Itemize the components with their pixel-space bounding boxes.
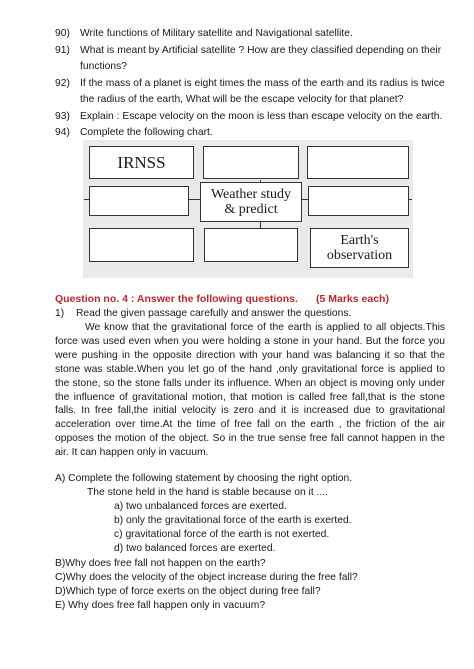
chart-box-empty-middle-left	[89, 186, 189, 216]
question-92-text-line2: the radius of the earth, What will be the escape velocity for that planet?	[80, 94, 404, 105]
chart-box-empty-top-right	[307, 146, 409, 179]
question-91-text-line1: What is meant by Artificial satellite ? How are they classified depending on their	[80, 45, 442, 56]
chart-box-earths-observation-line2: observation	[326, 248, 393, 263]
part-d-question: D)Which type of force exerts on the object during free fall?	[55, 586, 321, 597]
section-marks: (5 Marks each)	[316, 293, 389, 305]
chart-box-weather-study	[200, 182, 302, 222]
question-1-number: 1)	[55, 308, 65, 319]
chart-box-irnss	[89, 146, 194, 179]
option-b: b) only the gravitational force of the earth is exerted.	[114, 515, 352, 526]
chart-box-earths-observation-line1: Earth's	[340, 233, 379, 248]
section-title: Question no. 4 : Answer the following questions.	[55, 293, 298, 305]
question-93-text: Explain : Escape velocity on the moon is less than escape velocity on the earth.	[80, 111, 443, 122]
question-number-90: 90)	[55, 28, 70, 39]
chart-box-irnss-label: IRNSS	[117, 153, 166, 172]
question-number-93: 93)	[55, 111, 70, 122]
part-a-prompt: A) Complete the following statement by choosing the right option.	[55, 473, 353, 484]
passage: We know that the gravitational force of the earth is applied to all objects.This force was used even when you were holding a stone in your hand. But the force you were pushing in the opposite direction with your hand was balancing it so that the stone was stable.When you let go of the hand ,only gravitational force is applied to the stone, so the stone falls under its influence. When an object is moving only under the influence of gravitational motion, that motion is called free fall,that is the stone falls. In free fall,the initial velocity is zero and it is increased due to gravitational acceleration over time.At the time of free fall on the earth , the friction of the air opposes the motion of the object. So in the true sense free fall cannot happen in the air. It can happen only in vacuum.	[55, 322, 445, 459]
option-d: d) two balanced forces are exerted.	[114, 543, 276, 554]
part-e-question: E) Why does free fall happen only in vacuum?	[55, 600, 266, 611]
question-number-91: 91)	[55, 45, 70, 56]
question-92-text-line1: If the mass of a planet is eight times the mass of the earth and its radius is twice	[80, 78, 445, 89]
question-91-text-line2: functions?	[80, 61, 127, 72]
question-1-instruction: Read the given passage carefully and answer the questions.	[76, 308, 352, 319]
question-number-94: 94)	[55, 127, 70, 138]
part-c-question: C)Why does the velocity of the object increase during the free fall?	[55, 572, 358, 583]
chart-box-weather-study-line2: & predict	[224, 202, 278, 217]
option-a: a) two unbalanced forces are exerted.	[114, 501, 287, 512]
part-b-question: B)Why does free fall not happen on the earth?	[55, 558, 266, 569]
chart-box-empty-middle-right	[308, 186, 409, 216]
part-a-statement: The stone held in the hand is stable because on it ....	[87, 487, 328, 498]
chart-box-empty-top-middle	[203, 146, 299, 179]
chart-box-empty-bottom-left	[89, 228, 194, 262]
question-number-92: 92)	[55, 78, 70, 89]
option-c: c) gravitational force of the earth is not exerted.	[114, 529, 330, 540]
question-94-text: Complete the following chart.	[80, 127, 213, 138]
chart-box-empty-bottom-middle	[204, 228, 298, 262]
chart-box-earths-observation	[310, 228, 409, 268]
question-90-text: Write functions of Military satellite and Navigational satellite.	[80, 28, 353, 39]
chart-box-weather-study-line1: Weather study	[210, 187, 292, 202]
